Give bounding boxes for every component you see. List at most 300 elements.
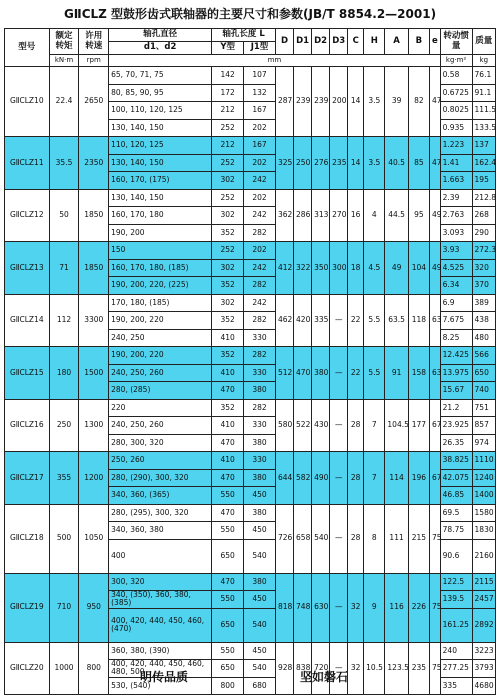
model-cell: GⅡCLZ13	[5, 242, 50, 295]
y-length-cell: 352	[212, 224, 244, 242]
d1-cell: 420	[294, 294, 312, 347]
d3-cell: —	[330, 294, 348, 347]
model-cell: GⅡCLZ15	[5, 347, 50, 400]
mass-cell: 133.5	[472, 119, 495, 137]
bore-diameter-cell: 190, 200, 220	[109, 347, 212, 365]
c-cell: 32	[348, 642, 364, 695]
bore-diameter-cell: 280, (295), 300, 320	[109, 504, 212, 522]
speed-cell: 2650	[79, 67, 109, 137]
model-cell: GⅡCLZ12	[5, 189, 50, 242]
y-length-cell: 410	[212, 364, 244, 382]
e-cell: 49	[430, 242, 441, 295]
a-cell: 91	[385, 347, 408, 400]
model-cell: GⅡCLZ19	[5, 573, 50, 642]
y-length-cell: 172	[212, 84, 244, 102]
c-cell: 28	[348, 504, 364, 573]
torque-cell: 50	[49, 189, 79, 242]
y-length-cell: 352	[212, 399, 244, 417]
y-length-cell: 470	[212, 469, 244, 487]
c-cell: 28	[348, 399, 364, 452]
table-row	[5, 573, 496, 591]
mass-cell: 1110	[472, 452, 495, 470]
y-length-cell: 650	[212, 660, 244, 678]
y-length-cell: 470	[212, 504, 244, 522]
torque-cell: 250	[49, 399, 79, 452]
d2-cell: 630	[312, 573, 330, 642]
d3-cell: —	[330, 399, 348, 452]
table-row	[5, 347, 496, 365]
bore-diameter-cell: 80, 85, 90, 95	[109, 84, 212, 102]
inertia-cell: 15.67	[440, 382, 472, 400]
e-cell: 67	[430, 452, 441, 505]
bore-diameter-cell: 280, (285)	[109, 382, 212, 400]
header-j1-type: J1型	[244, 42, 276, 55]
bore-diameter-cell: 340, 360, (365)	[109, 487, 212, 505]
a-cell: 40.5	[385, 137, 408, 190]
e-cell: 63	[430, 294, 441, 347]
j1-length-cell: 330	[244, 417, 276, 435]
e-cell: 47	[430, 137, 441, 190]
torque-cell: 71	[49, 242, 79, 295]
speed-cell: 800	[79, 642, 109, 695]
model-cell: GⅡCLZ14	[5, 294, 50, 347]
e-cell: 67	[430, 399, 441, 452]
d-cell: 512	[275, 347, 293, 400]
bore-diameter-cell: 190, 200	[109, 224, 212, 242]
y-length-cell: 302	[212, 259, 244, 277]
torque-cell: 355	[49, 452, 79, 505]
bore-diameter-cell: 190, 200, 220	[109, 312, 212, 330]
y-length-cell: 800	[212, 677, 244, 695]
table-row	[5, 137, 496, 155]
inertia-cell: 69.5	[440, 504, 472, 522]
bore-diameter-cell: 150	[109, 242, 212, 260]
d1-cell: 838	[294, 642, 312, 695]
h-cell: 7	[364, 452, 385, 505]
inertia-cell: 23.925	[440, 417, 472, 435]
a-cell: 39	[385, 67, 408, 137]
d1-cell: 322	[294, 242, 312, 295]
model-cell: GⅡCLZ11	[5, 137, 50, 190]
page-title: GⅡCLZ 型鼓形齿式联轴器的主要尺寸和参数(JB/T 8854.2—2001)	[63, 7, 437, 21]
bore-diameter-cell: 100, 110, 120, 125	[109, 102, 212, 120]
j1-length-cell: 282	[244, 224, 276, 242]
bore-diameter-cell: 280, 300, 320	[109, 434, 212, 452]
bore-diameter-cell: 340, 360, 380	[109, 522, 212, 540]
bore-diameter-cell: 240, 250, 260	[109, 364, 212, 382]
inertia-cell: 2.763	[440, 207, 472, 225]
table-row	[5, 642, 496, 660]
j1-length-cell: 380	[244, 434, 276, 452]
j1-length-cell: 242	[244, 259, 276, 277]
inertia-cell: 12.425	[440, 347, 472, 365]
torque-cell: 35.5	[49, 137, 79, 190]
y-length-cell: 302	[212, 294, 244, 312]
header-hub-length: 轴孔长度 L	[212, 29, 276, 42]
j1-length-cell: 202	[244, 154, 276, 172]
mass-cell: 1400	[472, 487, 495, 505]
speed-cell: 1200	[79, 452, 109, 505]
mass-cell: 2160	[472, 539, 495, 573]
a-cell: 104.5	[385, 399, 408, 452]
bore-diameter-cell: 170, 180, (185)	[109, 294, 212, 312]
bore-diameter-cell: 400, 420, 440, 450, 460, (470)	[109, 608, 212, 642]
y-length-cell: 470	[212, 434, 244, 452]
d-cell: 580	[275, 399, 293, 452]
table-body	[5, 67, 496, 695]
header-H: H	[364, 29, 385, 55]
y-length-cell: 252	[212, 154, 244, 172]
d2-cell: 490	[312, 452, 330, 505]
header-torque-unit: kN·m	[49, 55, 79, 67]
h-cell: 4	[364, 189, 385, 242]
h-cell: 3.5	[364, 67, 385, 137]
y-length-cell: 470	[212, 573, 244, 591]
mass-cell: 290	[472, 224, 495, 242]
d-cell: 462	[275, 294, 293, 347]
a-cell: 111	[385, 504, 408, 573]
mass-cell: 480	[472, 329, 495, 347]
mass-cell: 91.1	[472, 84, 495, 102]
mass-cell: 2457	[472, 591, 495, 609]
d3-cell: 235	[330, 137, 348, 190]
inertia-cell: 26.35	[440, 434, 472, 452]
mass-cell: 1830	[472, 522, 495, 540]
mass-cell: 4680	[472, 677, 495, 695]
b-cell: 118	[408, 294, 429, 347]
inertia-cell: 13.975	[440, 364, 472, 382]
inertia-cell: 38.825	[440, 452, 472, 470]
j1-length-cell: 167	[244, 137, 276, 155]
b-cell: 85	[408, 137, 429, 190]
header-e: e	[430, 29, 441, 55]
model-cell: GⅡCLZ17	[5, 452, 50, 505]
mass-cell: 566	[472, 347, 495, 365]
torque-cell: 1000	[49, 642, 79, 695]
inertia-cell: 4.525	[440, 259, 472, 277]
j1-length-cell: 330	[244, 364, 276, 382]
b-cell: 104	[408, 242, 429, 295]
table-row	[5, 242, 496, 260]
d-cell: 412	[275, 242, 293, 295]
model-cell: GⅡCLZ20	[5, 642, 50, 695]
inertia-cell: 0.58	[440, 67, 472, 85]
header-bore-diameter: 轴孔直径	[109, 29, 212, 42]
footer-slogan-right: 坚如磐石	[300, 670, 349, 684]
j1-length-cell: 202	[244, 119, 276, 137]
mass-cell: 751	[472, 399, 495, 417]
mass-cell: 272.3	[472, 242, 495, 260]
mass-cell: 320	[472, 259, 495, 277]
h-cell: 3.5	[364, 137, 385, 190]
bore-diameter-cell: 190, 200, 220, (225)	[109, 277, 212, 295]
inertia-cell: 6.9	[440, 294, 472, 312]
y-length-cell: 410	[212, 452, 244, 470]
bore-diameter-cell: 300, 320	[109, 573, 212, 591]
j1-length-cell: 132	[244, 84, 276, 102]
j1-length-cell: 380	[244, 504, 276, 522]
d1-cell: 522	[294, 399, 312, 452]
a-cell: 114	[385, 452, 408, 505]
bore-diameter-cell: 65, 70, 71, 75	[109, 67, 212, 85]
y-length-cell: 550	[212, 522, 244, 540]
y-length-cell: 410	[212, 417, 244, 435]
table-row	[5, 452, 496, 470]
d-cell: 726	[275, 504, 293, 573]
header-D: D	[275, 29, 293, 55]
bore-diameter-cell: 160, 170, 180	[109, 207, 212, 225]
table-row	[5, 189, 496, 207]
speed-cell: 3300	[79, 294, 109, 347]
j1-length-cell: 540	[244, 660, 276, 678]
speed-cell: 1050	[79, 504, 109, 573]
e-cell: 75	[430, 573, 441, 642]
c-cell: 22	[348, 347, 364, 400]
header-C: C	[348, 29, 364, 55]
bore-diameter-cell: 400	[109, 539, 212, 573]
a-cell: 49	[385, 242, 408, 295]
j1-length-cell: 450	[244, 642, 276, 660]
d-cell: 644	[275, 452, 293, 505]
h-cell: 7	[364, 399, 385, 452]
y-length-cell: 142	[212, 67, 244, 85]
mass-cell: 370	[472, 277, 495, 295]
mass-cell: 76.1	[472, 67, 495, 85]
e-cell: 47	[430, 67, 441, 137]
d3-cell: —	[330, 452, 348, 505]
y-length-cell: 212	[212, 102, 244, 120]
header-mm-unit: mm	[109, 55, 441, 67]
inertia-cell: 1.223	[440, 137, 472, 155]
c-cell: 22	[348, 294, 364, 347]
mass-cell: 3223	[472, 642, 495, 660]
inertia-cell: 161.25	[440, 608, 472, 642]
c-cell: 32	[348, 573, 364, 642]
y-length-cell: 550	[212, 591, 244, 609]
bore-diameter-cell: 130, 140, 150	[109, 189, 212, 207]
bore-diameter-cell: 160, 170, (175)	[109, 172, 212, 190]
bore-diameter-cell: 130, 140, 150	[109, 119, 212, 137]
j1-length-cell: 380	[244, 469, 276, 487]
d2-cell: 335	[312, 294, 330, 347]
bore-diameter-cell: 130, 140, 150	[109, 154, 212, 172]
model-cell: GⅡCLZ18	[5, 504, 50, 573]
j1-length-cell: 380	[244, 382, 276, 400]
j1-length-cell: 540	[244, 608, 276, 642]
c-cell: 16	[348, 189, 364, 242]
d2-cell: 239	[312, 67, 330, 137]
inertia-cell: 0.6725	[440, 84, 472, 102]
y-length-cell: 252	[212, 189, 244, 207]
inertia-cell: 6.34	[440, 277, 472, 295]
y-length-cell: 410	[212, 329, 244, 347]
speed-cell: 950	[79, 573, 109, 642]
c-cell: 14	[348, 67, 364, 137]
mass-cell: 268	[472, 207, 495, 225]
header-rated-torque: 额定转矩	[49, 29, 79, 55]
inertia-cell: 8.25	[440, 329, 472, 347]
bore-diameter-cell: 250, 260	[109, 452, 212, 470]
footer	[0, 668, 500, 686]
torque-cell: 22.4	[49, 67, 79, 137]
d3-cell: 300	[330, 242, 348, 295]
bore-diameter-cell: 340, (350), 360, 380, (385)	[109, 591, 212, 609]
a-cell: 44.5	[385, 189, 408, 242]
table-row	[5, 294, 496, 312]
mass-cell: 2892	[472, 608, 495, 642]
b-cell: 235	[408, 642, 429, 695]
j1-length-cell: 282	[244, 399, 276, 417]
y-length-cell: 302	[212, 172, 244, 190]
header-D1: D1	[294, 29, 312, 55]
y-length-cell: 650	[212, 608, 244, 642]
inertia-cell: 0.8025	[440, 102, 472, 120]
h-cell: 8	[364, 504, 385, 573]
y-length-cell: 352	[212, 347, 244, 365]
bore-diameter-cell: 400, 420, 440, 450, 460, 480, 500	[109, 660, 212, 678]
mass-cell: 1580	[472, 504, 495, 522]
j1-length-cell: 282	[244, 312, 276, 330]
d2-cell: 540	[312, 504, 330, 573]
j1-length-cell: 450	[244, 591, 276, 609]
j1-length-cell: 330	[244, 329, 276, 347]
d1-cell: 286	[294, 189, 312, 242]
a-cell: 63.5	[385, 294, 408, 347]
d-cell: 287	[275, 67, 293, 137]
j1-length-cell: 450	[244, 487, 276, 505]
model-cell: GⅡCLZ16	[5, 399, 50, 452]
mass-cell: 162.4	[472, 154, 495, 172]
y-length-cell: 352	[212, 277, 244, 295]
mass-cell: 2115	[472, 573, 495, 591]
j1-length-cell: 330	[244, 452, 276, 470]
header-mass-unit: kg	[472, 55, 495, 67]
d1-cell: 239	[294, 67, 312, 137]
d2-cell: 380	[312, 347, 330, 400]
bore-diameter-cell: 530, (540)	[109, 677, 212, 695]
j1-length-cell: 167	[244, 102, 276, 120]
b-cell: 226	[408, 573, 429, 642]
h-cell: 4.5	[364, 242, 385, 295]
torque-cell: 500	[49, 504, 79, 573]
model-cell: GⅡCLZ10	[5, 67, 50, 137]
table-row	[5, 504, 496, 522]
j1-length-cell: 680	[244, 677, 276, 695]
y-length-cell: 252	[212, 119, 244, 137]
mass-cell: 389	[472, 294, 495, 312]
h-cell: 5.5	[364, 294, 385, 347]
d2-cell: 276	[312, 137, 330, 190]
inertia-cell: 90.6	[440, 539, 472, 573]
speed-cell: 1850	[79, 189, 109, 242]
b-cell: 196	[408, 452, 429, 505]
b-cell: 95	[408, 189, 429, 242]
torque-cell: 710	[49, 573, 79, 642]
d2-cell: 430	[312, 399, 330, 452]
y-length-cell: 650	[212, 539, 244, 573]
inertia-cell: 122.5	[440, 573, 472, 591]
mass-cell: 212.8	[472, 189, 495, 207]
mass-cell: 857	[472, 417, 495, 435]
d1-cell: 582	[294, 452, 312, 505]
header-D2: D2	[312, 29, 330, 55]
table-row	[5, 399, 496, 417]
inertia-cell: 46.85	[440, 487, 472, 505]
j1-length-cell: 242	[244, 172, 276, 190]
mass-cell: 974	[472, 434, 495, 452]
torque-cell: 112	[49, 294, 79, 347]
bore-diameter-cell: 160, 170, 180, (185)	[109, 259, 212, 277]
header-inertia: 转动惯量	[440, 29, 472, 55]
header-speed: 许用转速	[79, 29, 109, 55]
inertia-cell: 240	[440, 642, 472, 660]
inertia-cell: 3.93	[440, 242, 472, 260]
d-cell: 325	[275, 137, 293, 190]
j1-length-cell: 282	[244, 277, 276, 295]
d2-cell: 350	[312, 242, 330, 295]
j1-length-cell: 107	[244, 67, 276, 85]
a-cell: 116	[385, 573, 408, 642]
j1-length-cell: 540	[244, 539, 276, 573]
mass-cell: 3793	[472, 660, 495, 678]
b-cell: 177	[408, 399, 429, 452]
inertia-cell: 3.093	[440, 224, 472, 242]
header-mass: 质量	[472, 29, 495, 55]
d3-cell: 270	[330, 189, 348, 242]
bore-diameter-cell: 240, 250, 260	[109, 417, 212, 435]
speed-cell: 1850	[79, 242, 109, 295]
e-cell: 49	[430, 189, 441, 242]
d3-cell: 200	[330, 67, 348, 137]
header-speed-unit: rpm	[79, 55, 109, 67]
d-cell: 362	[275, 189, 293, 242]
j1-length-cell: 202	[244, 189, 276, 207]
c-cell: 14	[348, 137, 364, 190]
y-length-cell: 212	[212, 137, 244, 155]
table-row	[5, 67, 496, 85]
y-length-cell: 550	[212, 487, 244, 505]
d3-cell: —	[330, 642, 348, 695]
b-cell: 82	[408, 67, 429, 137]
h-cell: 9	[364, 573, 385, 642]
h-cell: 10.5	[364, 642, 385, 695]
mass-cell: 195	[472, 172, 495, 190]
e-cell: 75	[430, 504, 441, 573]
inertia-cell: 277.25	[440, 660, 472, 678]
inertia-cell: 2.39	[440, 189, 472, 207]
d3-cell: —	[330, 573, 348, 642]
mass-cell: 111.5	[472, 102, 495, 120]
inertia-cell: 1.663	[440, 172, 472, 190]
j1-length-cell: 202	[244, 242, 276, 260]
torque-cell: 180	[49, 347, 79, 400]
mass-cell: 740	[472, 382, 495, 400]
d1-cell: 748	[294, 573, 312, 642]
inertia-cell: 335	[440, 677, 472, 695]
inertia-cell: 21.2	[440, 399, 472, 417]
inertia-cell: 78.75	[440, 522, 472, 540]
c-cell: 18	[348, 242, 364, 295]
d-cell: 818	[275, 573, 293, 642]
bore-diameter-cell: 280, (290), 300, 320	[109, 469, 212, 487]
c-cell: 28	[348, 452, 364, 505]
y-length-cell: 550	[212, 642, 244, 660]
y-length-cell: 252	[212, 242, 244, 260]
inertia-cell: 42.075	[440, 469, 472, 487]
speed-cell: 1300	[79, 399, 109, 452]
b-cell: 215	[408, 504, 429, 573]
header-B: B	[408, 29, 429, 55]
